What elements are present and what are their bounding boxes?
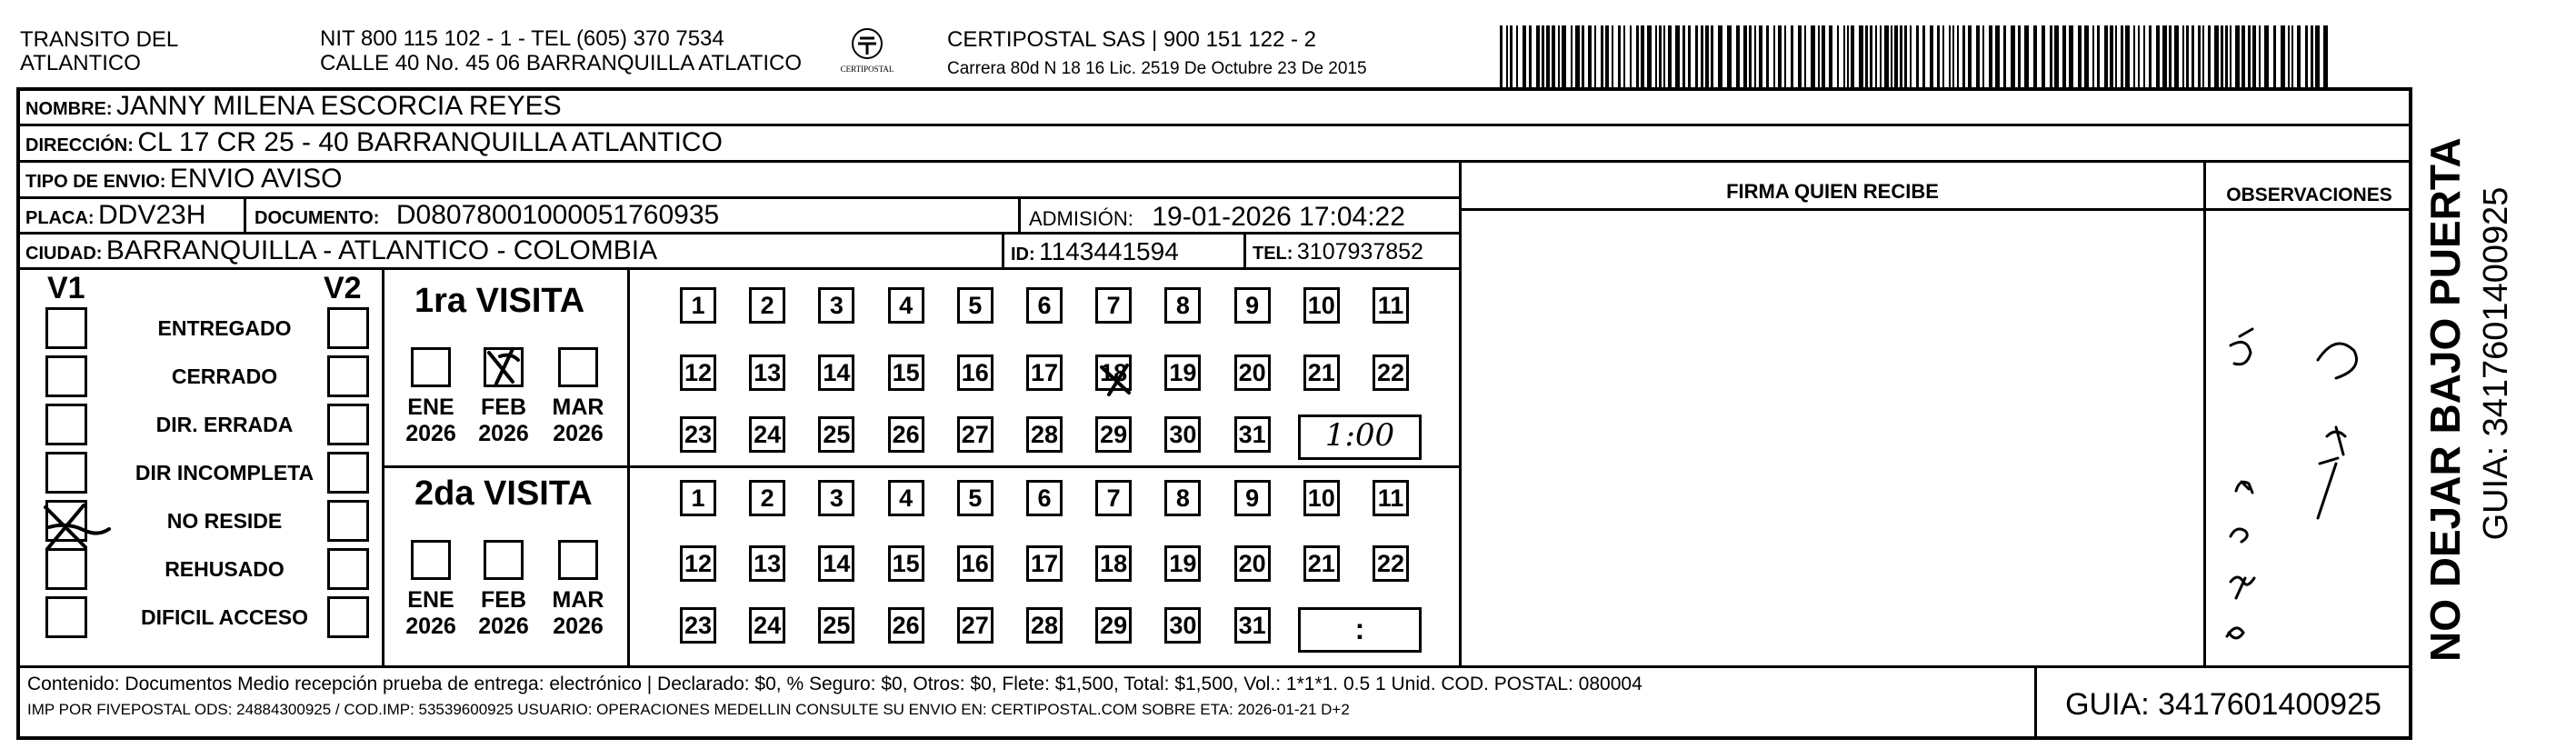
document-label: DOCUMENTO: xyxy=(255,208,380,228)
plate-label: PLACA: xyxy=(25,208,95,228)
first-visit-day[interactable]: 7 xyxy=(1095,287,1132,324)
id-label: ID: xyxy=(1011,245,1035,265)
org-name-line1: TRANSITO DEL xyxy=(20,27,179,52)
side-warning: NO DEJAR BAJO PUERTA xyxy=(2421,137,2469,662)
first-visit-day[interactable]: 21 xyxy=(1303,355,1340,391)
month-label xyxy=(546,394,610,447)
first-visit-day[interactable]: 24 xyxy=(749,416,785,453)
month-checkbox[interactable] xyxy=(411,347,451,387)
v1-checkbox[interactable] xyxy=(45,596,87,638)
city-value: BARRANQUILLA - ATLANTICO - COLOMBIA xyxy=(105,235,658,265)
city-label: CIUDAD: xyxy=(25,244,103,264)
barcode xyxy=(1500,25,2331,87)
second-visit-day[interactable]: 31 xyxy=(1234,607,1271,644)
tel-label: TEL: xyxy=(1253,244,1293,264)
month-checkbox[interactable] xyxy=(484,540,524,580)
second-visit-day[interactable]: 3 xyxy=(818,480,854,516)
second-visit-day[interactable]: 10 xyxy=(1303,480,1340,516)
first-visit-day[interactable]: 27 xyxy=(957,416,993,453)
second-visit-day[interactable]: 6 xyxy=(1026,480,1063,516)
first-visit-day[interactable]: 29 xyxy=(1095,416,1132,453)
month-year: 2026 xyxy=(405,613,456,639)
second-visit-day[interactable]: 24 xyxy=(749,607,785,644)
send-type-value: ENVIO AVISO xyxy=(169,164,343,194)
send-type-label: TIPO DE ENVIO: xyxy=(25,172,166,192)
status-label: ENTREGADO xyxy=(157,316,292,340)
month-name: MAR xyxy=(552,587,604,613)
v1-checkbox[interactable] xyxy=(45,355,87,397)
send-type-field xyxy=(25,165,342,193)
second-visit-day[interactable]: 12 xyxy=(680,545,716,582)
address-value: CL 17 CR 25 - 40 BARRANQUILLA ATLANTICO xyxy=(137,127,723,157)
first-visit-day[interactable]: 3 xyxy=(818,287,854,324)
tel-field xyxy=(1253,241,1423,264)
month-year: 2026 xyxy=(553,420,604,446)
first-visit-day[interactable]: 1 xyxy=(680,287,716,324)
admission-value: 19-01-2026 17:04:22 xyxy=(1152,202,1405,232)
second-visit-day[interactable]: 22 xyxy=(1373,545,1409,582)
document-value: D08078001000051760935 xyxy=(395,200,720,230)
first-visit-day[interactable]: 14 xyxy=(818,355,854,391)
second-visit-time: : xyxy=(1354,613,1365,645)
day-18-check-mark xyxy=(1096,360,1136,400)
second-visit-day[interactable]: 16 xyxy=(957,545,993,582)
logo-text: CERTIPOSTAL xyxy=(840,65,894,74)
observations-handwriting xyxy=(2209,309,2391,654)
first-visit-day[interactable]: 15 xyxy=(888,355,924,391)
first-visit-day[interactable]: 23 xyxy=(680,416,716,453)
first-visit-day[interactable]: 22 xyxy=(1373,355,1409,391)
month-checkbox[interactable] xyxy=(558,347,598,387)
second-visit-title: 2da VISITA xyxy=(414,474,593,513)
footer-content-line: Contenido: Documentos Medio recepción prueba de entrega: electrónico | Declarado: $0, % Seguro: $0, Otros: $0, Flete: $1,500, Total: $1,500, Vol.: 1*1*1. 0.5 1 Unid. COD. POSTAL: 080004 xyxy=(27,674,1642,694)
second-visit-day[interactable]: 15 xyxy=(888,545,924,582)
second-visit-day[interactable]: 23 xyxy=(680,607,716,644)
company-line: CERTIPOSTAL SAS | 900 151 122 - 2 xyxy=(947,27,1316,52)
second-visit-day[interactable]: 25 xyxy=(818,607,854,644)
v1-checkbox[interactable] xyxy=(45,307,87,349)
v1-checkbox[interactable] xyxy=(45,452,87,494)
first-visit-day[interactable]: 17 xyxy=(1026,355,1063,391)
month-checkbox[interactable] xyxy=(411,540,451,580)
second-visit-day[interactable]: 27 xyxy=(957,607,993,644)
first-visit-day[interactable]: 6 xyxy=(1026,287,1063,324)
first-visit-day[interactable]: 16 xyxy=(957,355,993,391)
name-label: NOMBRE: xyxy=(25,99,113,119)
tel-value: 3107937852 xyxy=(1296,239,1423,265)
second-visit-day[interactable]: 8 xyxy=(1164,480,1201,516)
month-checkbox[interactable] xyxy=(558,540,598,580)
second-visit-day[interactable]: 5 xyxy=(957,480,993,516)
month-name: FEB xyxy=(481,394,526,420)
second-visit-day[interactable]: 11 xyxy=(1373,480,1409,516)
second-visit-day[interactable]: 20 xyxy=(1234,545,1271,582)
plate-value: DDV23H xyxy=(98,200,206,230)
month-name: ENE xyxy=(407,587,454,613)
first-visit-day[interactable]: 28 xyxy=(1026,416,1063,453)
first-visit-day[interactable]: 9 xyxy=(1234,287,1271,324)
id-field xyxy=(1011,239,1179,265)
v1-label: V1 xyxy=(47,271,85,305)
second-visit-day[interactable]: 17 xyxy=(1026,545,1063,582)
first-visit-day[interactable]: 13 xyxy=(749,355,785,391)
status-label: NO RESIDE xyxy=(166,509,283,533)
month-name: MAR xyxy=(552,394,604,420)
month-name: ENE xyxy=(407,394,454,420)
month-label xyxy=(546,587,610,640)
second-visit-day[interactable]: 7 xyxy=(1095,480,1132,516)
first-visit-day[interactable]: 31 xyxy=(1234,416,1271,453)
status-label: REHUSADO xyxy=(165,557,285,581)
first-visit-day[interactable]: 2 xyxy=(749,287,785,324)
second-visit-day[interactable]: 4 xyxy=(888,480,924,516)
feb-check-mark xyxy=(482,342,533,393)
second-visit-day[interactable]: 9 xyxy=(1234,480,1271,516)
first-visit-day[interactable]: 18 xyxy=(1095,355,1132,391)
v2-label: V2 xyxy=(324,271,362,305)
month-year: 2026 xyxy=(478,420,529,446)
first-visit-day[interactable]: 25 xyxy=(818,416,854,453)
status-label: CERRADO xyxy=(171,365,278,388)
v1-checkbox[interactable] xyxy=(45,404,87,445)
document-field xyxy=(255,202,719,229)
signature-area[interactable] xyxy=(1463,211,2202,664)
second-visit-day[interactable]: 13 xyxy=(749,545,785,582)
name-value: JANNY MILENA ESCORCIA REYES xyxy=(116,91,562,121)
footer-guide-label: GUIA: 3417601400925 xyxy=(2065,687,2381,722)
name-field xyxy=(25,93,562,120)
first-visit-title: 1ra VISITA xyxy=(414,282,585,320)
first-visit-day[interactable]: 4 xyxy=(888,287,924,324)
first-visit-day[interactable]: 10 xyxy=(1303,287,1340,324)
month-label xyxy=(399,394,463,447)
second-visit-day[interactable]: 28 xyxy=(1026,607,1063,644)
id-value: 1143441594 xyxy=(1039,237,1179,265)
first-visit-day[interactable]: 12 xyxy=(680,355,716,391)
address-field xyxy=(25,129,723,156)
admission-label: ADMISIÓN: xyxy=(1029,207,1133,230)
second-visit-day[interactable]: 30 xyxy=(1164,607,1201,644)
month-year: 2026 xyxy=(405,420,456,446)
license-line: Carrera 80d N 18 16 Lic. 2519 De Octubre 23 De 2015 xyxy=(947,59,1367,78)
month-year: 2026 xyxy=(553,613,604,639)
month-label xyxy=(472,587,535,640)
footer-imp-line: IMP POR FIVEPOSTAL ODS: 24884300925 / COD.IMP: 53539600925 USUARIO: OPERACIONES MEDELLIN CONSULTE SU ENVIO EN: CERTIPOSTAL.COM SOBRE ETA: 2026-01-21 D+2 xyxy=(27,701,1350,718)
month-label xyxy=(399,587,463,640)
admission-field xyxy=(1029,204,1405,231)
first-visit-day[interactable]: 19 xyxy=(1164,355,1201,391)
signature-header: FIRMA QUIEN RECIBE xyxy=(1726,180,1939,203)
first-visit-day[interactable]: 20 xyxy=(1234,355,1271,391)
second-visit-day[interactable]: 29 xyxy=(1095,607,1132,644)
second-visit-day[interactable]: 21 xyxy=(1303,545,1340,582)
first-visit-day[interactable]: 30 xyxy=(1164,416,1201,453)
second-visit-day[interactable]: 18 xyxy=(1095,545,1132,582)
status-label: DIR. ERRADA xyxy=(155,413,294,436)
side-guide: GUIA: 3417601400925 xyxy=(2477,186,2515,541)
second-visit-day[interactable]: 2 xyxy=(749,480,785,516)
month-label xyxy=(472,394,535,447)
plate-field xyxy=(25,202,205,229)
status-label: DIR INCOMPLETA xyxy=(135,461,315,484)
first-visit-day[interactable]: 11 xyxy=(1373,287,1409,324)
first-visit-day[interactable]: 26 xyxy=(888,416,924,453)
org-name-line2: ATLANTICO xyxy=(20,51,141,75)
month-name: FEB xyxy=(481,587,526,613)
address-line: CALLE 40 No. 45 06 BARRANQUILLA ATLATICO xyxy=(320,51,803,75)
no-reside-check-mark xyxy=(40,500,113,556)
month-year: 2026 xyxy=(478,613,529,639)
city-field xyxy=(25,237,657,265)
second-visit-day[interactable]: 26 xyxy=(888,607,924,644)
second-visit-day[interactable]: 1 xyxy=(680,480,716,516)
second-visit-day[interactable]: 19 xyxy=(1164,545,1201,582)
certipostal-logo xyxy=(834,25,900,80)
status-label: DIFICIL ACCESO xyxy=(140,605,308,629)
first-visit-day[interactable]: 8 xyxy=(1164,287,1201,324)
address-label: DIRECCIÓN: xyxy=(25,135,134,155)
second-visit-day[interactable]: 14 xyxy=(818,545,854,582)
first-visit-day[interactable]: 5 xyxy=(957,287,993,324)
observations-header: OBSERVACIONES xyxy=(2226,185,2392,205)
nit-line: NIT 800 115 102 - 1 - TEL (605) 370 7534 xyxy=(320,26,724,51)
first-visit-time: 1:00 xyxy=(1324,417,1395,454)
